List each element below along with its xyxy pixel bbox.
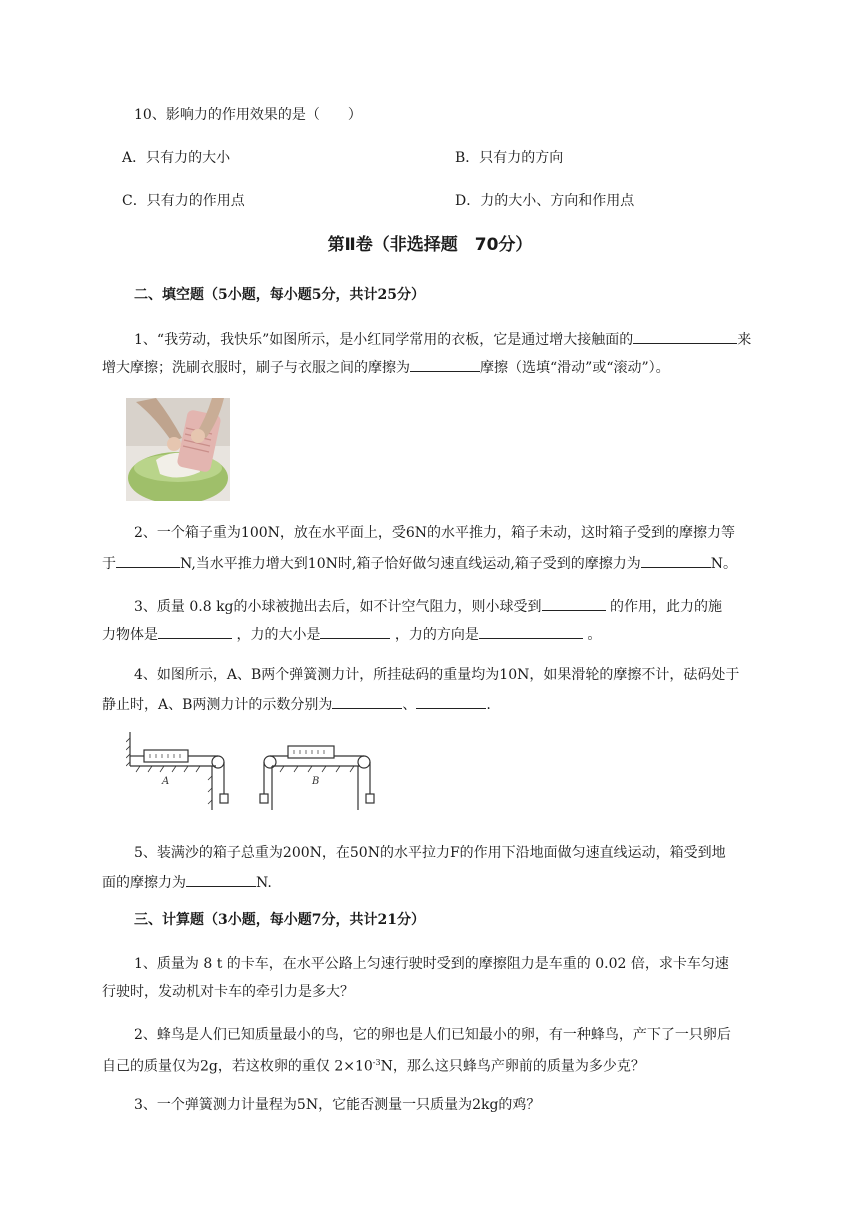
answer-blank [416, 693, 486, 709]
section-2-heading: 二、填空题（5小题，每小题5分，共计25分） [134, 287, 425, 303]
answer-blank [479, 623, 583, 639]
scale-a-setup [126, 732, 228, 810]
fill-q5-line2: 面的摩擦力为 N. [102, 871, 272, 893]
fill-q3-line2: 力物体是 ，力的大小是 ，力的方向是 。 [102, 623, 601, 645]
fill-q1-line2: 增大摩擦；洗刷衣服时，刷子与衣服之间的摩擦为 摩擦（选填“滑动”或“滚动”）。 [102, 356, 670, 378]
calc-q2-line2: 自己的质量仅为2g，若这枚卵的重仅 $2\times 10^{-3}N$，那么这只蜂鸟产卵前的质量为多少克？ [102, 1058, 645, 1075]
answer-blank [410, 356, 480, 372]
fill-q4-line2: 静止时，A、B两测力计的示数分别为 、 . [102, 693, 491, 715]
fill-q3-line1: 3、质量 0.8 kg的小球被抛出去后，如不计空气阻力，则小球受到 的作用，此力的施 [134, 595, 722, 617]
fill-q2-line2: 于 N,当水平推力增大到10N时,箱子恰好做匀速直线运动,箱子受到的摩擦力为 N。 [102, 552, 737, 574]
question-10-stem: 10、影响力的作用效果的是（ ） [134, 107, 362, 123]
option-b: B．只有力的方向 [455, 150, 564, 166]
fill-q5-line1: 5、装满沙的箱子总重为200N，在50N的水平拉力F的作用下沿地面做匀速直线运动，箱受到地 [134, 845, 726, 861]
answer-blank [186, 871, 256, 887]
answer-blank [332, 693, 402, 709]
calc-q3-line1: 3、一个弹簧测力计量程为5N，它能否测量一只质量为2kg的鸡？ [134, 1097, 541, 1113]
option-d: D．力的大小、方向和作用点 [455, 193, 635, 209]
option-c: C．只有力的作用点 [122, 193, 245, 209]
part-2-title: 第Ⅱ卷（非选择题 70分） [327, 235, 533, 255]
fill-q2-line1: 2、一个箱子重为100N，放在水平面上，受6N的水平推力，箱子未动，这时箱子受到的摩擦力等 [134, 525, 736, 541]
answer-blank [641, 552, 711, 568]
answer-blank [320, 623, 390, 639]
answer-blank [158, 623, 232, 639]
answer-blank [116, 552, 180, 568]
fill-q4-line1: 4、如图所示，A、B两个弹簧测力计，所挂砝码的重量均为10N，如果滑轮的摩擦不计，砝码处于 [134, 667, 740, 683]
figure-label-a: A [162, 776, 170, 787]
calc-q2-line1: 2、蜂鸟是人们已知质量最小的鸟，它的卵也是人们已知最小的卵，有一种蜂鸟，产下了一只卵后 [134, 1027, 731, 1043]
calc-q1-line1: 1、质量为 8 t 的卡车，在水平公路上匀速行驶时受到的摩擦阻力是车重的 0.02 倍，求卡车匀速 [134, 956, 729, 972]
figure-label-b: B [312, 776, 320, 787]
answer-blank [542, 595, 606, 611]
fill-q1-line1: 1、“我劳动，我快乐”如图所示，是小红同学常用的衣板，它是通过增大接触面的 来 [134, 328, 751, 350]
option-a: A．只有力的大小 [122, 150, 231, 166]
spring-scale-diagram [126, 732, 386, 816]
answer-blank [633, 328, 737, 344]
calc-q1-line2: 行驶时，发动机对卡车的牵引力是多大？ [102, 984, 354, 1000]
section-3-heading: 三、计算题（3小题，每小题7分，共计21分） [134, 912, 425, 928]
washboard-photo [126, 398, 230, 501]
